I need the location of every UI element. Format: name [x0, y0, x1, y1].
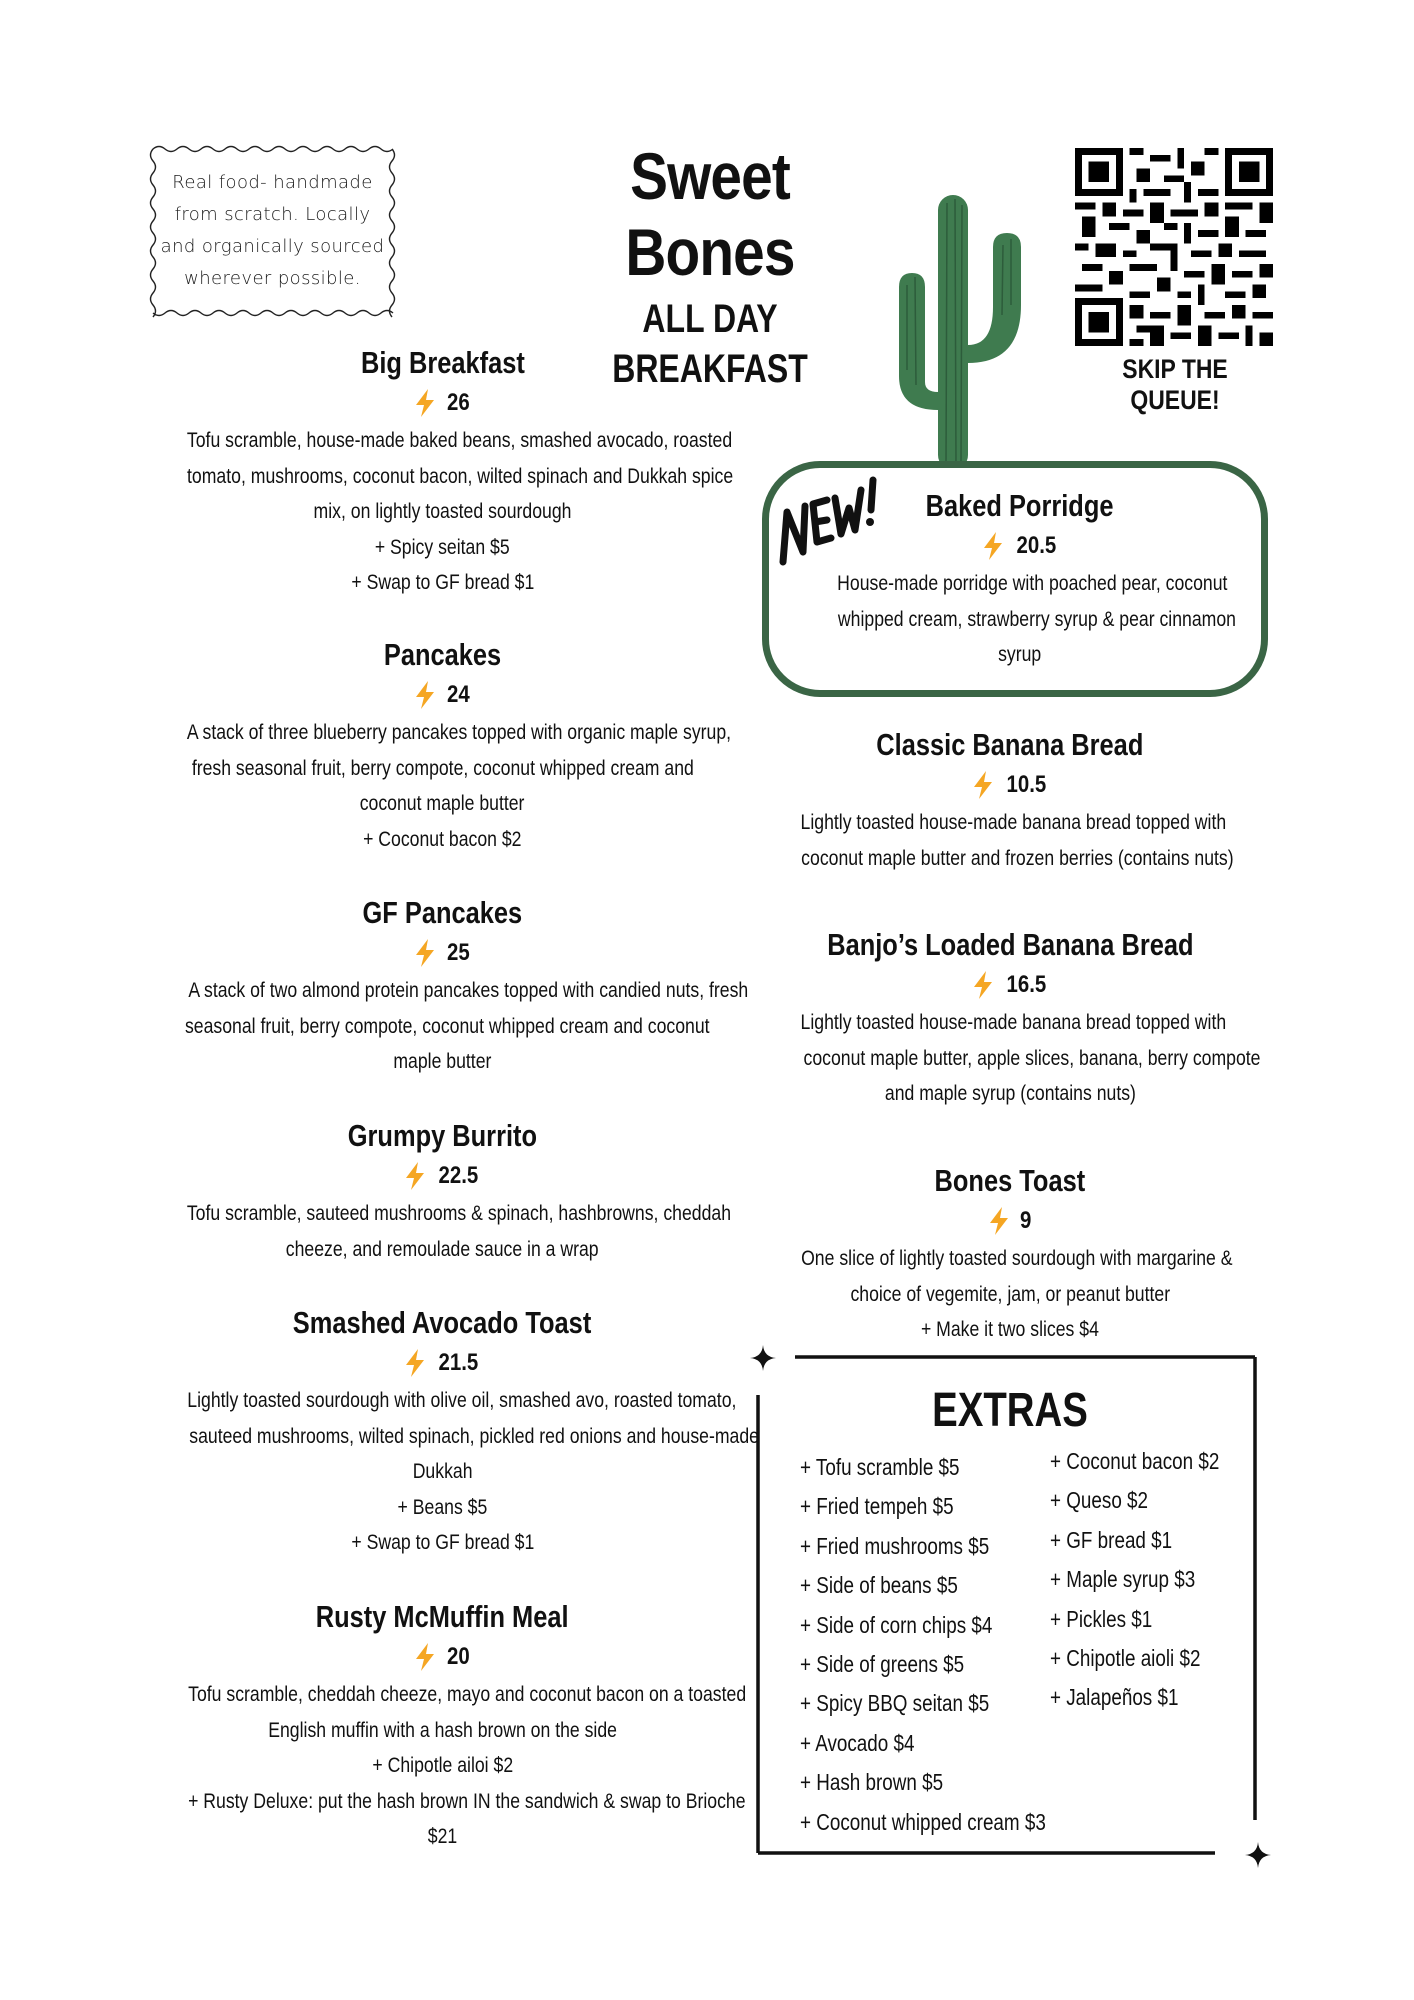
item-description-line: Lightly toasted sourdough with olive oil, smashed avo, roasted tomato,: [187, 1389, 737, 1412]
item-name: Pancakes: [383, 637, 502, 672]
item-description-line: Lightly toasted house-made banana bread topped with: [800, 811, 1227, 834]
sparkle-icon: [750, 1345, 776, 1371]
item-description-line: A stack of three blueberry pancakes topped with organic maple syrup,: [186, 721, 732, 744]
item-description-line: A stack of two almond protein pancakes topped with candied nuts, fresh: [188, 979, 749, 1002]
menu-item: [135, 1116, 750, 1267]
right-menu-column: [760, 725, 1260, 876]
left-menu-column: [135, 635, 750, 857]
menu-item: [135, 343, 750, 601]
lightning-bolt-icon: [971, 971, 995, 999]
qr-caption: SKIP THE QUEUE!: [1122, 354, 1228, 415]
item-description-line: sauteed mushrooms, wilted spinach, pickled red onions and house-made: [189, 1424, 759, 1448]
lightning-bolt-icon: [981, 532, 1005, 560]
left-menu-column: [135, 1303, 759, 1561]
item-name: Big Breakfast: [360, 345, 525, 380]
lightning-bolt-icon: [971, 771, 995, 799]
item-addon: + Beans $5: [397, 1495, 488, 1519]
item-description-line: coconut maple butter, apple slices, banana, berry compote: [803, 1046, 1261, 1070]
item-price: 20.5: [800, 526, 1240, 566]
item-price: 10.5: [760, 765, 1260, 805]
item-addon: + Rusty Deluxe: put the hash brown IN the sandwich & swap to Brioche: [188, 1789, 746, 1813]
item-price: 24: [135, 675, 750, 715]
item-price: 22.5: [135, 1156, 750, 1196]
restaurant-name: Sweet Bones: [625, 139, 795, 289]
menu-subtitle: ALL DAY BREAKFAST: [612, 297, 808, 391]
item-description-line: Tofu scramble, sauteed mushrooms & spinach, hashbrowns, cheddah: [186, 1202, 732, 1225]
extras-item: + Side of corn chips $4: [800, 1611, 993, 1638]
tagline-text: [153, 167, 393, 295]
menu-item: [760, 725, 1260, 876]
left-menu-column: [135, 893, 750, 1080]
item-addon: $21: [427, 1825, 458, 1848]
item-description-line: choice of vegemite, jam, or peanut butter: [850, 1282, 1170, 1306]
extras-item: + Avocado $4: [800, 1729, 915, 1756]
item-description-line: whipped cream, strawberry syrup & pear cinnamon: [837, 607, 1236, 631]
item-price: 25: [135, 933, 750, 973]
item-name: GF Pancakes: [362, 895, 523, 930]
lightning-bolt-icon: [413, 939, 437, 967]
tagline-line: wherever possible.: [184, 268, 361, 289]
item-name: Rusty McMuffin Meal: [316, 1599, 569, 1634]
item-description-line: House-made porridge with poached pear, coconut: [837, 572, 1228, 595]
item-description-line: Lightly toasted house-made banana bread topped with: [800, 1011, 1227, 1034]
extras-item: + Jalapeños $1: [1050, 1684, 1179, 1711]
lightning-bolt-icon: [987, 1207, 1011, 1235]
sparkle-icon: [1245, 1842, 1271, 1868]
menu-item: [760, 1161, 1260, 1348]
extras-item: + Hash brown $5: [800, 1769, 944, 1796]
item-description-line: Tofu scramble, cheddah cheeze, mayo and coconut bacon on a toasted: [188, 1683, 747, 1706]
extras-item: + Side of greens $5: [800, 1651, 965, 1678]
item-description-line: English muffin with a hash brown on the side: [268, 1718, 617, 1742]
menu-item: [135, 1303, 759, 1561]
menu-item: [135, 893, 750, 1080]
extras-item: + Queso $2: [1050, 1487, 1149, 1514]
item-description-line: and maple syrup (contains nuts): [884, 1082, 1136, 1105]
extras-list-right: [1050, 1442, 1257, 1718]
item-description-line: cheeze, and remoulade sauce in a wrap: [286, 1237, 599, 1261]
left-menu-column: [135, 343, 750, 601]
item-addon: + Make it two slices $4: [921, 1318, 1099, 1341]
tagline-line: Real food- handmade: [172, 172, 373, 193]
item-description-line: coconut maple butter and frozen berries (contains nuts): [801, 846, 1234, 870]
item-description-line: mix, on lightly toasted sourdough: [313, 500, 572, 523]
item-description-line: fresh seasonal fruit, berry compote, coconut whipped cream and: [191, 756, 694, 780]
extras-item: + Side of beans $5: [800, 1572, 958, 1599]
left-menu-column: [135, 1116, 750, 1267]
item-addon: + Spicy seitan $5: [375, 535, 510, 559]
extras-item: + Maple syrup $3: [1050, 1566, 1196, 1593]
item-price: 20: [135, 1637, 750, 1677]
extras-item: + Fried mushrooms $5: [800, 1532, 990, 1559]
item-name: Bones Toast: [934, 1163, 1086, 1198]
extras-item: + Coconut whipped cream $3: [800, 1808, 1046, 1835]
item-addon: + Swap to GF bread $1: [351, 571, 534, 594]
tagline-line: and organically sourced: [160, 236, 385, 257]
menu-item: [135, 1597, 750, 1855]
lightning-bolt-icon: [413, 389, 437, 417]
item-addon: + Swap to GF bread $1: [351, 1531, 534, 1554]
item-addon: + Chipotle ailoi $2: [372, 1754, 513, 1777]
item-price: 16.5: [760, 965, 1260, 1005]
item-description-line: maple butter: [393, 1050, 492, 1073]
left-menu-column: [135, 1597, 750, 1855]
extras-item: + Fried tempeh $5: [800, 1493, 954, 1520]
item-price: 21.5: [135, 1343, 750, 1383]
lightning-bolt-icon: [413, 681, 437, 709]
cactus-icon: [885, 195, 1025, 470]
item-name: Smashed Avocado Toast: [293, 1305, 592, 1340]
extras-item: + Coconut bacon $2: [1050, 1448, 1220, 1474]
lightning-bolt-icon: [413, 1643, 437, 1671]
featured-item: [800, 486, 1240, 673]
right-menu-column: [760, 1161, 1260, 1348]
item-name: Baked Porridge: [926, 488, 1114, 523]
item-description-line: seasonal fruit, berry compote, coconut whipped cream and coconut: [184, 1014, 710, 1038]
item-price: 9: [760, 1201, 1260, 1241]
extras-item: + Tofu scramble $5: [800, 1454, 960, 1480]
item-price: 26: [135, 383, 750, 423]
item-description-line: Dukkah: [412, 1460, 473, 1483]
lightning-bolt-icon: [403, 1349, 427, 1377]
lightning-bolt-icon: [403, 1162, 427, 1190]
item-name: Classic Banana Bread: [876, 727, 1144, 762]
item-name: Grumpy Burrito: [347, 1118, 538, 1153]
extras-item: + Chipotle aioli $2: [1050, 1645, 1201, 1672]
tagline-box: [145, 143, 400, 319]
extras-item: + Spicy BBQ seitan $5: [800, 1690, 990, 1717]
item-addon: + Coconut bacon $2: [363, 827, 522, 851]
menu-item: [760, 925, 1260, 1112]
qr-code-icon[interactable]: [1075, 148, 1273, 346]
item-description-line: tomato, mushrooms, coconut bacon, wilted spinach and Dukkah spice: [187, 464, 734, 488]
item-description-line: syrup: [998, 643, 1042, 666]
extras-title: EXTRAS: [932, 1384, 1088, 1437]
tagline-line: from scratch. Locally: [174, 204, 371, 225]
item-description-line: One slice of lightly toasted sourdough with margarine &: [801, 1247, 1233, 1270]
extras-item: + GF bread $1: [1050, 1526, 1173, 1553]
item-description-line: Tofu scramble, house-made baked beans, smashed avocado, roasted: [186, 429, 733, 452]
item-description-line: coconut maple butter: [360, 792, 525, 815]
item-name: Banjo’s Loaded Banana Bread: [826, 927, 1194, 962]
extras-item: + Pickles $1: [1050, 1605, 1153, 1632]
right-menu-column: [760, 925, 1260, 1112]
menu-item: [135, 635, 750, 857]
